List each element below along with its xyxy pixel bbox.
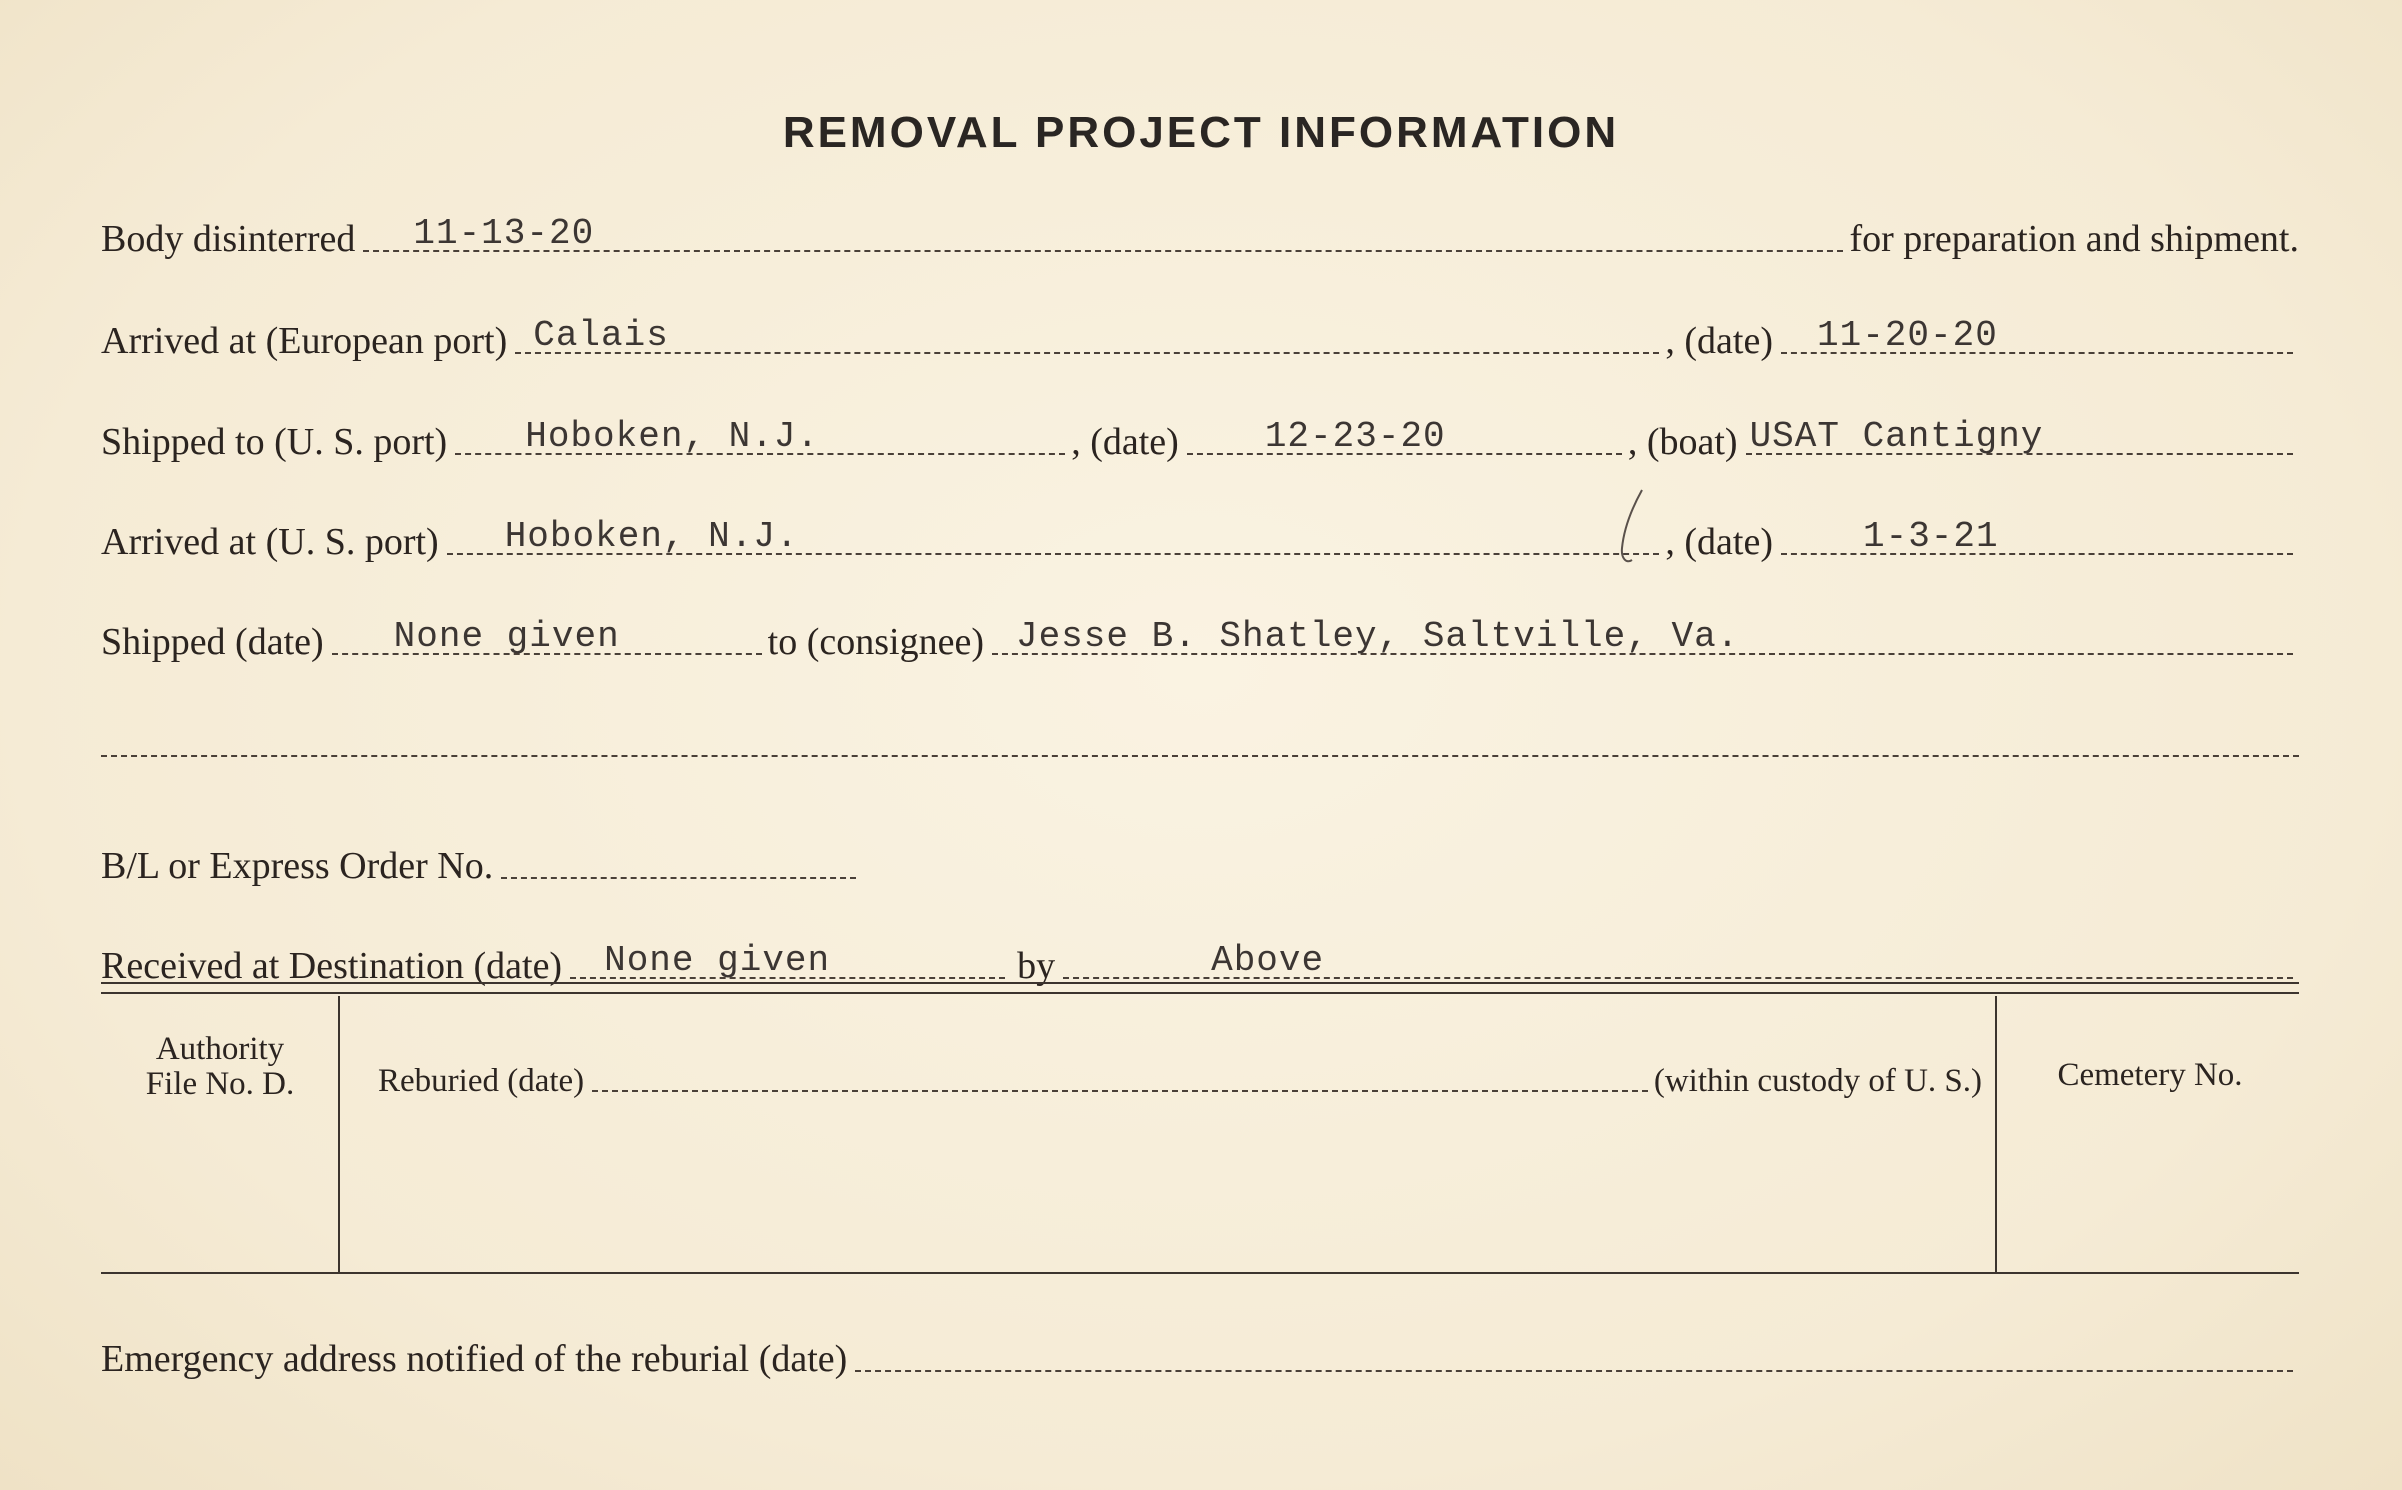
shipped-us-row: [101, 403, 2299, 463]
card-title: REMOVAL PROJECT INFORMATION: [782, 108, 1620, 157]
custody-label: (within custody of U. S.): [1653, 1063, 1982, 1099]
arrived-us-port-value: Hoboken, N.J.: [504, 516, 799, 557]
emergency-label: Emergency address notified of the reburial (date): [101, 1338, 848, 1380]
consignee-label: to (consignee): [767, 621, 984, 663]
table-divider-right: [1995, 996, 1997, 1272]
european-port-date-label: , (date): [1665, 320, 1773, 362]
disinterred-date-value: 11-13-20: [413, 213, 595, 254]
shipped-us-boat-field: [1746, 409, 2293, 455]
reburied-row: [378, 1050, 1982, 1100]
received-by-value: Above: [1211, 940, 1325, 981]
received-date-field: [570, 933, 1005, 979]
emergency-row: [101, 1320, 2299, 1380]
shipped-date-field: [332, 609, 762, 655]
table-bottom-rule: [101, 1272, 2299, 1274]
european-port-date-field: [1781, 308, 2293, 354]
arrived-us-label: Arrived at (U. S. port): [101, 521, 439, 563]
disinterred-date-field: [363, 206, 1843, 252]
shipped-us-label: Shipped to (U. S. port): [101, 421, 448, 463]
european-port-row: [101, 302, 2299, 362]
shipped-us-port-value: Hoboken, N.J.: [525, 416, 820, 457]
european-port-date-value: 11-20-20: [1817, 315, 1998, 356]
shipped-us-date-label: , (date): [1071, 421, 1179, 463]
consignee-value: Jesse B. Shatley, Saltville, Va.: [1015, 616, 1740, 657]
bl-order-label: B/L or Express Order No.: [101, 845, 494, 887]
shipped-us-date-value: 12-23-20: [1264, 416, 1446, 457]
shipped-us-date-field: [1187, 409, 1622, 455]
disinterred-label: Body disinterred: [101, 218, 356, 260]
received-by-field: [1063, 933, 2293, 979]
arrived-us-row: [101, 503, 2299, 563]
shipped-us-boat-value: USAT Cantigny: [1749, 416, 2044, 457]
arrived-us-port-field: [447, 509, 1660, 555]
authority-label: Authority: [155, 1031, 285, 1067]
emergency-date-field: [855, 1326, 2293, 1372]
consignee-field: [992, 609, 2293, 655]
file-no-label: File No. D.: [145, 1065, 295, 1102]
bl-order-row: [101, 827, 2299, 887]
bl-order-field: [501, 833, 856, 879]
received-by-label: by: [1017, 945, 1056, 987]
reburied-label: Reburied (date): [378, 1063, 585, 1099]
shipped-consignee-row: [101, 603, 2299, 663]
arrived-us-date-value: 1-3-21: [1863, 516, 1999, 557]
cemetery-no-label: Cemetery No.: [2057, 1057, 2243, 1093]
disinterred-row: [101, 200, 2299, 260]
continuation-line: [101, 755, 2299, 757]
shipped-us-boat-label: , (boat): [1627, 421, 1738, 463]
arrived-us-date-label: , (date): [1665, 521, 1773, 563]
arrived-us-date-field: [1781, 509, 2293, 555]
shipped-date-value: None given: [393, 616, 620, 657]
table-top-rule-2: [101, 992, 2299, 994]
received-row: [101, 927, 2299, 987]
received-label: Received at Destination (date): [101, 945, 563, 987]
received-date-value: None given: [604, 940, 831, 981]
shipped-us-port-field: [455, 409, 1065, 455]
table-divider-left: [338, 996, 340, 1272]
disinterred-suffix: for preparation and shipment.: [1849, 218, 2299, 260]
table-top-rule-1: [101, 982, 2299, 984]
european-port-field: [515, 308, 1659, 354]
european-port-label: Arrived at (European port): [101, 320, 508, 362]
shipped-date-label: Shipped (date): [101, 621, 324, 663]
european-port-value: Calais: [533, 315, 669, 356]
pencil-check-mark: [1618, 488, 1648, 568]
authority-file-cell: [110, 1032, 330, 1101]
reburied-date-field: [592, 1054, 1648, 1092]
